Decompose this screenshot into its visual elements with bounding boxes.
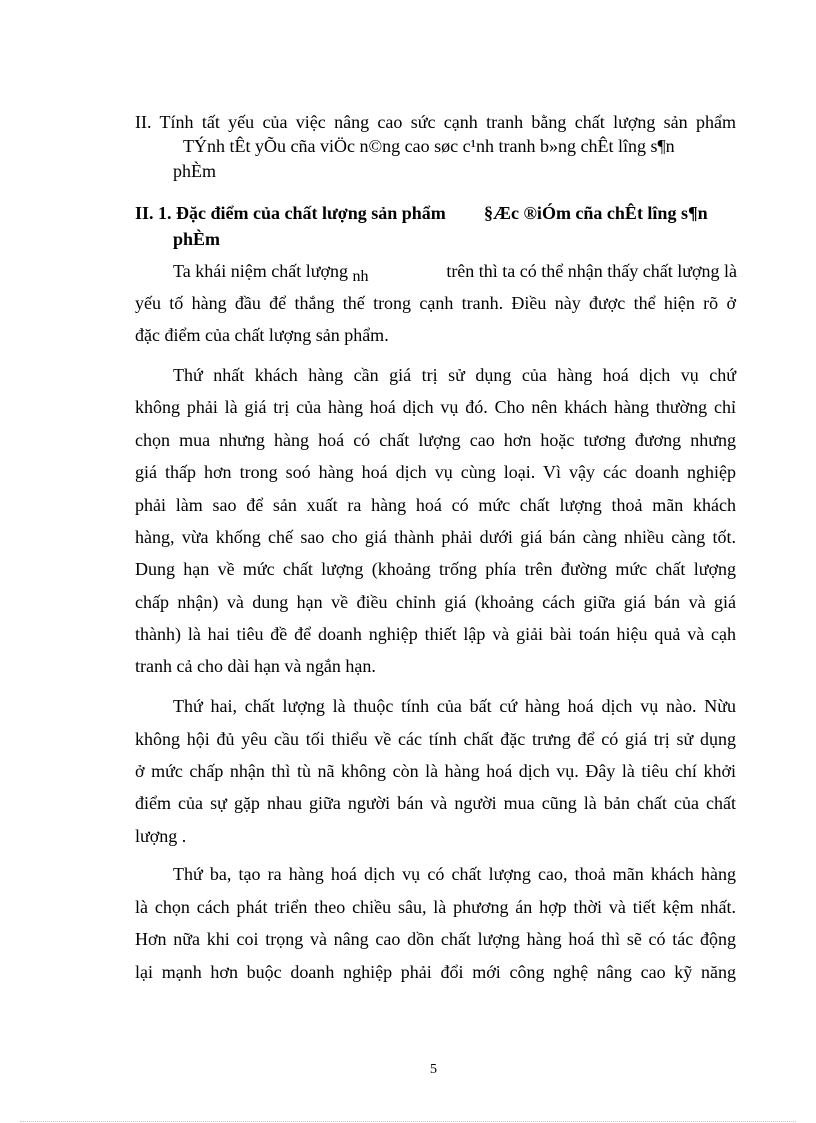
paragraph-1-line-3: đặc điểm của chất lượng sản phẩm. bbox=[135, 325, 389, 345]
paragraph-2-line-1: Thứ nhất khách hàng cần giá trị sử dụng của hàng hoá dịch vụ chứ bbox=[173, 365, 736, 385]
subsection-heading-part-2: §Æc ®iÓm cña chÊt lîng s¶n bbox=[484, 203, 708, 223]
paragraph-2-line-9: thành) là hai tiêu đề để doanh nghiệp thiết lập và giải bài toán hiệu quả và cạh bbox=[135, 624, 736, 644]
page-number: 5 bbox=[430, 1062, 437, 1077]
paragraph-2-line-10: tranh cả cho dài hạn và ngắn hạn. bbox=[135, 656, 376, 676]
paragraph-3-line-1: Thứ hai, chất lượng là thuộc tính của bất cứ hàng hoá dịch vụ nào. Nừu bbox=[173, 696, 736, 716]
page-bottom-divider bbox=[20, 1121, 796, 1122]
paragraph-1-small-text: nh bbox=[352, 268, 369, 285]
paragraph-4-line-4: lại mạnh hơn buộc doanh nghiệp phải đổi mới công nghệ nâng cao kỹ năng bbox=[135, 962, 736, 982]
paragraph-2-line-8: chấp nhận) và dung hạn về điều chỉnh giá (khoảng cách giữa giá bán và giá bbox=[135, 592, 736, 612]
paragraph-1-line-2: yếu tố hàng đầu để thắng thế trong cạnh tranh. Điều này được thể hiện rõ ở bbox=[135, 293, 736, 313]
paragraph-2-line-7: Dung hạn về mức chất lượng (khoảng trống phía trên đường mức chất lượng bbox=[135, 559, 736, 579]
subsection-heading-line-2: phÈm bbox=[173, 229, 221, 249]
paragraph-2-line-3: chọn mua nhưng hàng hoá có chất lượng cao hơn hoặc tương đương nhưng bbox=[135, 430, 736, 450]
paragraph-3-line-2: không hội đủ yêu cầu tối thiểu về các tính chất đặc trưng để có giá trị sử dụng bbox=[135, 729, 736, 749]
paragraph-2-line-4: giá thấp hơn trong soó hàng hoá dịch vụ cùng loại. Vì vậy các doanh nghiệp bbox=[135, 462, 736, 482]
paragraph-3-line-5: lượng . bbox=[135, 826, 187, 846]
paragraph-2-line-6: hàng, vừa khống chế sao cho giá thành phải dưới giá bán càng nhiều càng tốt. bbox=[135, 527, 736, 547]
paragraph-4-line-3: Hơn nữa khi coi trọng và nâng cao dồn chất lượng hàng hoá thì sẽ có tác động bbox=[135, 929, 736, 949]
paragraph-3-line-4: điểm của sự gặp nhau giữa người bán và người mua cũng là bản chất của chất bbox=[135, 793, 736, 813]
paragraph-1-text-a: Ta khái niệm chất lượng bbox=[173, 261, 348, 281]
section-heading-line-2: TÝnh tÊt yÕu cña viÖc n©ng cao søc c¹nh tranh b»ng chÊt lîng s¶n bbox=[183, 136, 675, 156]
paragraph-1-line-1 bbox=[173, 260, 368, 284]
paragraph-4-line-2: là chọn cách phát triển theo chiều sâu, là phương án hợp thời và tiết kệm nhất. bbox=[135, 897, 736, 917]
section-heading-line-3: phÈm bbox=[173, 161, 216, 181]
section-heading-line-1: II. Tính tất yếu của việc nâng cao sức cạnh tranh bằng chất lượng sản phẩm bbox=[135, 112, 736, 132]
paragraph-2-line-2: không phải là giá trị của hàng hoá dịch vụ đó. Cho nên khách hàng thường chỉ bbox=[135, 397, 736, 417]
paragraph-4-line-1: Thứ ba, tạo ra hàng hoá dịch vụ có chất lượng cao, thoả mãn khách hàng bbox=[173, 864, 736, 884]
paragraph-2-line-5: phải làm sao để sản xuất ra hàng hoá có mức chất lượng thoả mãn khách bbox=[135, 495, 736, 515]
paragraph-1-line-1-end: trên thì ta có thể nhận thấy chất lượng là bbox=[446, 261, 737, 281]
subsection-heading-part-1: II. 1. Đặc điểm của chất lượng sản phẩm bbox=[135, 203, 446, 223]
paragraph-3-line-3: ở mức chấp nhận thì tù nã không còn là hàng hoá dịch vụ. Đây là tiêu chí khởi bbox=[135, 761, 736, 781]
